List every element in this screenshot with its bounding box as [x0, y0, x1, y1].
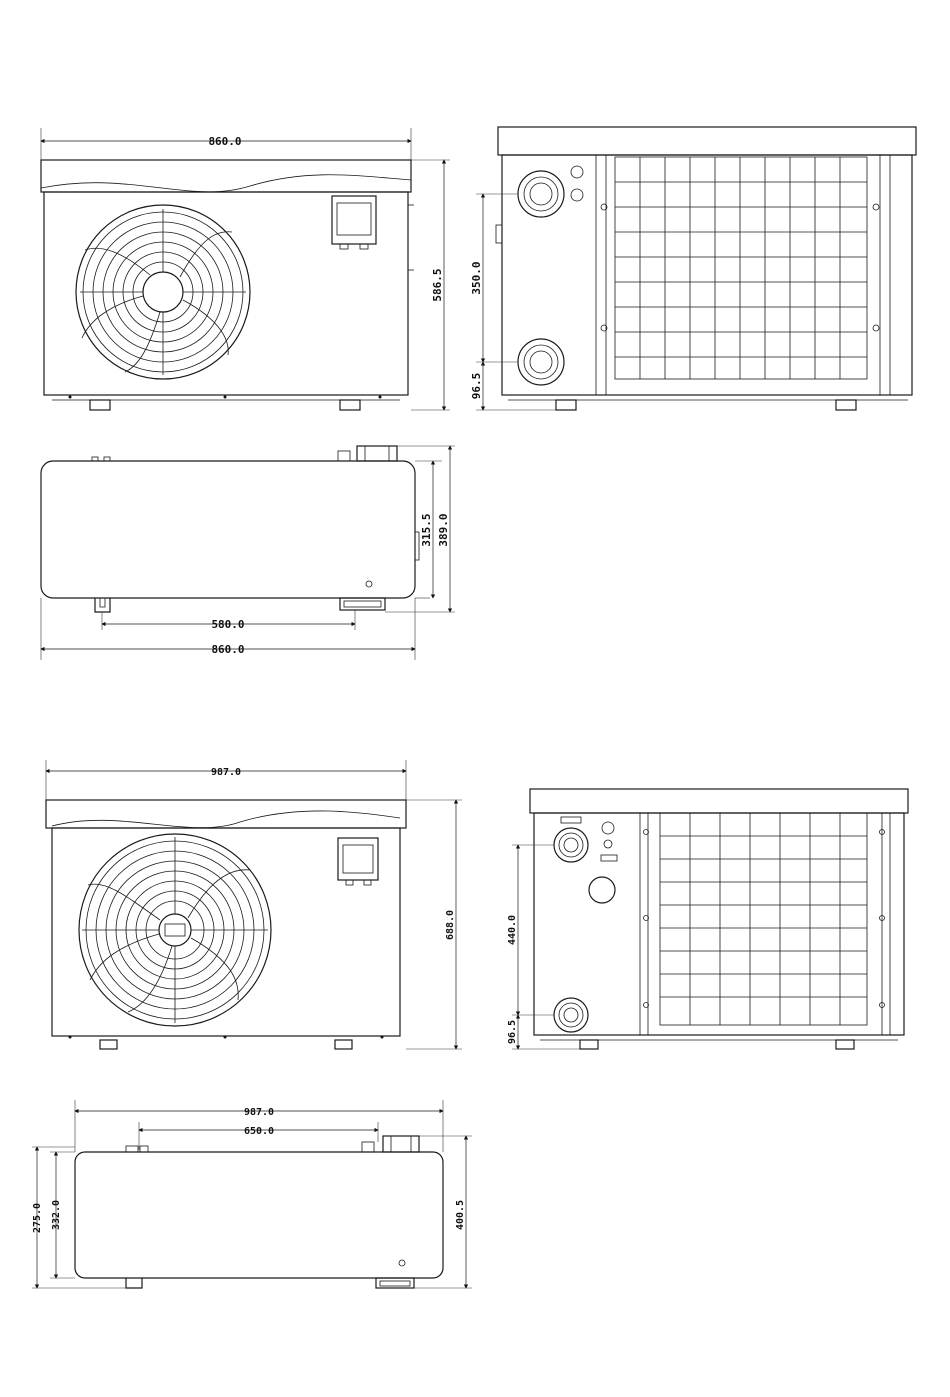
- model2-control-panel: [338, 838, 378, 885]
- model2-top-port-spacing-label: 650.0: [243, 1126, 275, 1137]
- model1-front-height-label: 586.5: [431, 268, 444, 302]
- model1-fan-grille: [76, 205, 250, 379]
- model2-top-width-label: 987.0: [243, 1107, 275, 1118]
- model2-water-inlet: [554, 998, 588, 1032]
- model2-top-depth-inner-label: 275.0: [32, 1202, 43, 1234]
- model1-inlet-base-label: 96.5: [470, 372, 483, 400]
- model1-top-view: [41, 446, 455, 660]
- model1-top-width-label: 860.0: [211, 643, 245, 656]
- model1-top-depth-body-label: 315.5: [420, 513, 433, 547]
- model2-side-view: [507, 789, 908, 1049]
- model2-top-depth-total-label: 400.5: [455, 1199, 466, 1231]
- model2-front-view: [46, 760, 462, 1049]
- model2-side-grille: [644, 813, 885, 1025]
- model1-front-view: [41, 128, 450, 410]
- model2-top-depth-body-label: 332.0: [51, 1199, 62, 1231]
- model2-fan-grille: [79, 834, 271, 1026]
- model2-front-width-label: 987.0: [210, 767, 242, 778]
- model1-top-depth-total-label: 389.0: [437, 513, 450, 547]
- model1-inlet-spacing-label: 350.0: [470, 261, 483, 295]
- model1-water-outlet: [518, 171, 564, 217]
- model2-water-outlet: [554, 828, 588, 862]
- model1-front-width-label: 860.0: [208, 135, 242, 148]
- model1-side-view: [470, 127, 916, 410]
- model2-inlet-spacing-label: 440.0: [507, 914, 518, 946]
- model1-control-panel: [332, 196, 376, 249]
- model2-front-height-label: 688.0: [445, 909, 456, 941]
- model2-top-view: [32, 1100, 472, 1288]
- model1-top-foot-spacing-label: 580.0: [211, 618, 245, 631]
- model1-water-inlet: [518, 339, 564, 385]
- model2-inlet-base-label: 96.5: [507, 1019, 518, 1045]
- model1-side-grille: [601, 157, 879, 379]
